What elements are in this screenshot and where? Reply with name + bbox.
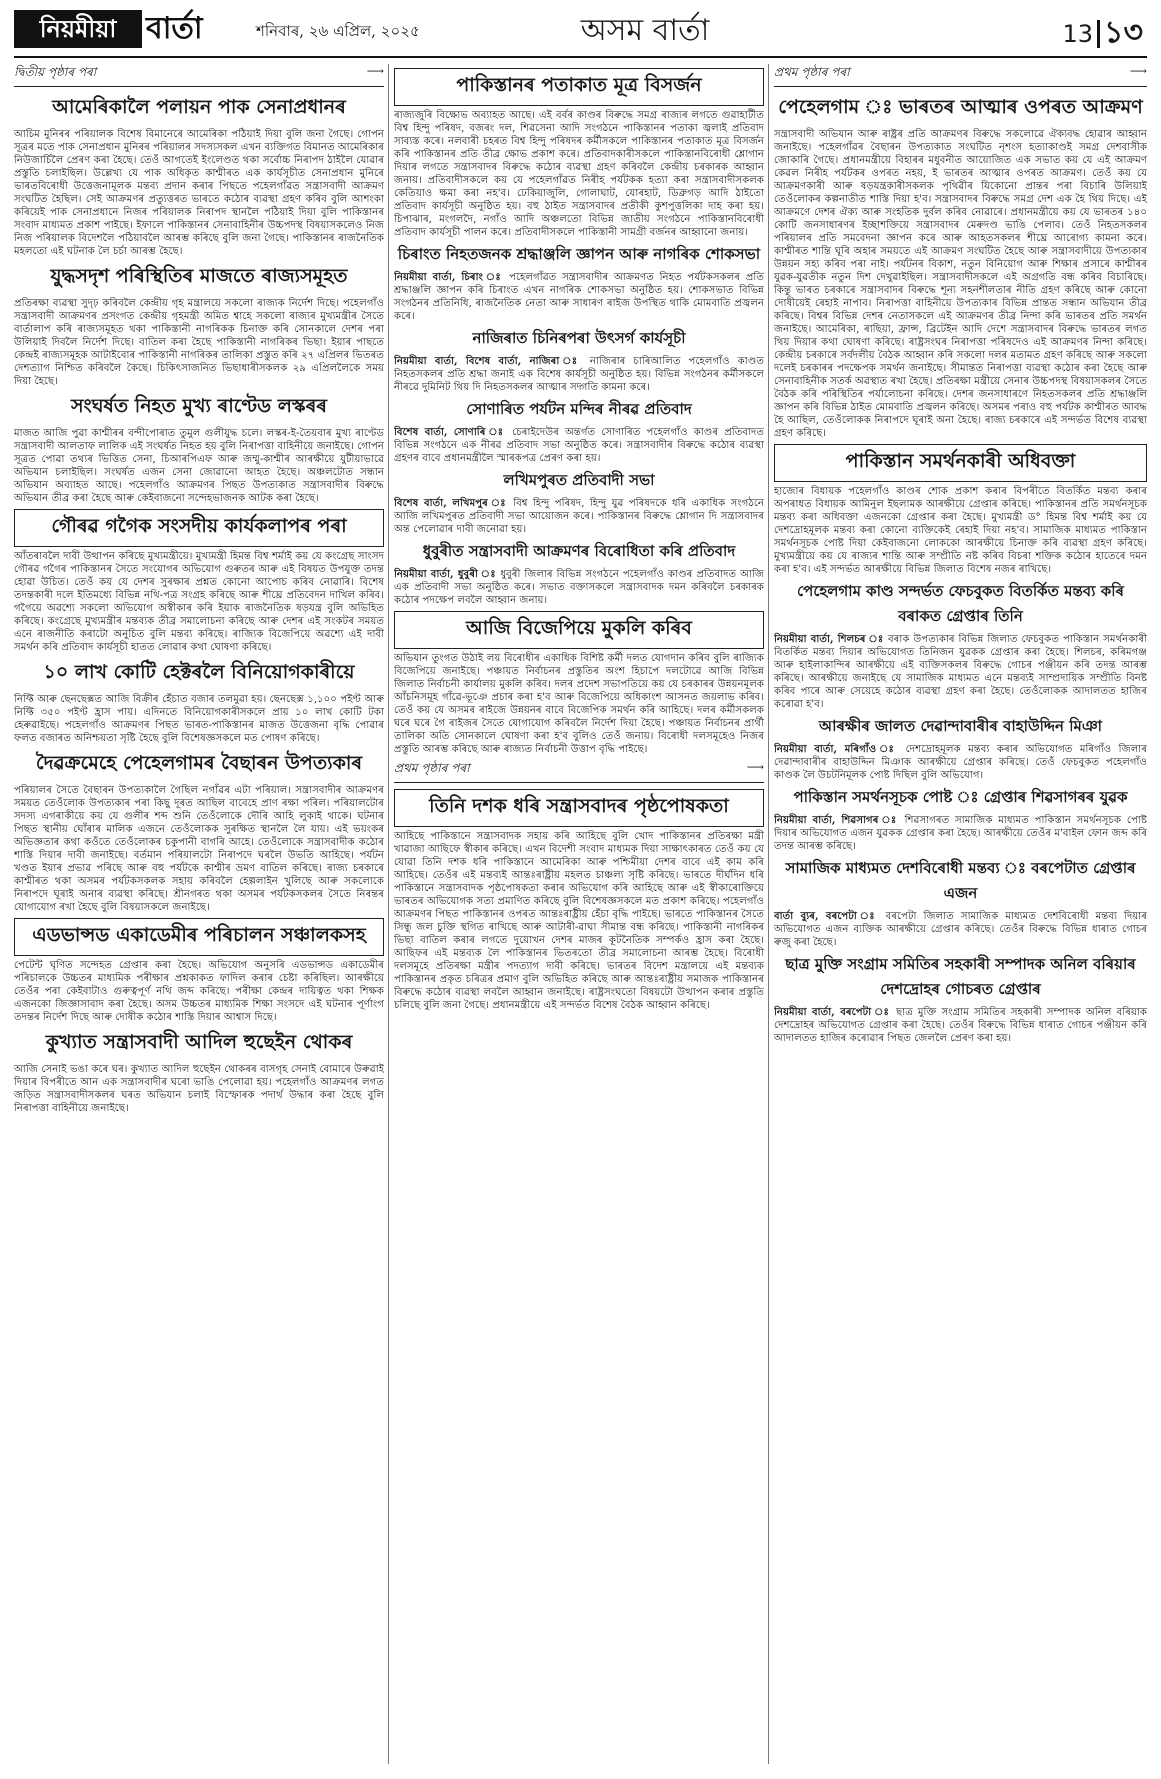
headline: ১০ লাখ কোটি হেক্টৰলৈ বিনিয়োগকাৰীয়ে xyxy=(43,661,355,683)
headline: তিনি দশক ধৰি সন্ত্ৰাসবাদৰ পৃষ্ঠপোষকতা xyxy=(394,789,764,827)
headline: পেহেলগাম ঃ ভাৰতৰ আত্মাৰ ওপৰত আক্ৰমণ xyxy=(778,96,1143,118)
article-text: ধুবুৰী জিলাৰ বিভিন্ন সংগঠনে পহেলগাঁও কাণ্ডৰ প্ৰতিবাদত আজি এক প্ৰতিবাদী সভা অনুষ্ঠিত কৰে। সভাত বক্তাসকলে সন্ত্ৰাসবাদক দমন কৰিবলৈ চৰকাৰক কঠোৰ পদক্ষেপ লবলৈ আহ্বান জনায়। xyxy=(394,569,764,606)
page-number xyxy=(1062,8,1143,59)
article-body: আঁতৰাবলৈ দাবী উত্থাপন কৰিছে মুখ্যমন্ত্ৰীয়ে। মুখ্যমন্ত্ৰী হিমন্ত বিশ্ব শৰ্মাই কয় যে কংগ্ৰেছ সাংসদ গৌৰৱ গগৈৰ পাকিস্তানৰ সৈতে সংযোগৰ অভিযোগ গুৰুতৰ আৰু এই বিষয়ত উপযুক্ত তদন্ত হোৱা উচিত। তেওঁ কয় যে দেশৰ সুৰক্ষাৰ প্ৰশ্নত কোনো আপোচ কৰিব নোৱাৰি। বিশেষ তদন্তকাৰী দলে ইতিমধ্যে বিভিন্ন নথি-পত্ৰ সংগ্ৰহ কৰিছে আৰু শীঘ্ৰে প্ৰতিবেদন দাখিল কৰিব। গগৈয়ে অৱশ্যে সকলো অভিযোগ অস্বীকাৰ কৰি ইয়াক ৰাজনৈতিক ষড়যন্ত্ৰ বুলি অভিহিত কৰিছে। কংগ্ৰেছে মুখ্যমন্ত্ৰীৰ মন্তব্যক তীব্ৰ সমালোচনা কৰিছে আৰু দেশৰ এই সংকটৰ সময়ত এনে ৰাজনীতি কৰাটো অনুচিত বুলি মন্তব্য কৰিছে। ৰাজ্যিক বিজেপিয়ে অৱশ্যে এই দাবী সমৰ্থন কৰি প্ৰতিবাদ কাৰ্যসূচী হাতত লোৱাৰ কথা ঘোষণা কৰিছে। xyxy=(14,551,384,653)
article-text: পহেলগাঁৱত সন্ত্ৰাসবাদীৰ আক্ৰমণত নিহত পৰ্যটকসকলৰ প্ৰতি শ্ৰদ্ধাঞ্জলি জ্ঞাপন কৰি চিৰাংত এখন নাগৰিক শোকসভা অনুষ্ঠিত হয়। শোকসভাত বিভিন্ন সংগঠনৰ প্ৰতিনিধি, ৰাজনৈতিক নেতা আৰু সাধাৰণ ৰাইজ উপস্থিত থাকি মোমবাতি প্ৰজ্বলন কৰে। xyxy=(394,272,764,322)
dateline: নিয়মীয়া বাৰ্তা, ধুবুৰী ঃ xyxy=(394,568,497,580)
column-1 xyxy=(14,64,384,1764)
article-body xyxy=(394,497,764,536)
article-text: নাজিৰাৰ চাৰিআলিত পহেলগাঁও কাণ্ডত নিহতসকলৰ প্ৰতি শ্ৰদ্ধা জনাই এক বিশেষ কাৰ্যসূচী অনুষ্ঠিত হয়। বিভিন্ন সংগঠনৰ কৰ্মীসকলে নীৰৱে দুমিনিট থিয় দি নিহতসকলৰ আত্মাৰ সদ্গতি কামনা কৰে। xyxy=(394,356,764,393)
page-number-assamese: ১৩ xyxy=(1104,15,1143,50)
logo-part2: বাৰ্তা xyxy=(146,11,203,46)
article-body xyxy=(774,1006,1147,1045)
headline: এডভান্সড একাডেমীৰ পৰিচালন সঞ্চালকসহ xyxy=(14,918,384,956)
headline: কুখ্যাত সন্ত্ৰাসবাদী আদিল হুছেইন থোকৰ xyxy=(45,1031,353,1053)
dateline: নিয়মীয়া বাৰ্তা, চিৰাং ঃ xyxy=(394,271,504,283)
subheadline: ধুবুৰীত সন্ত্ৰাসবাদী আক্ৰমণৰ বিৰোধিতা কৰি প্ৰতিবাদ xyxy=(422,542,736,560)
subheadline: পাকিস্তান সমৰ্থনসূচক পোষ্ট ঃ গ্ৰেপ্তাৰ শিৱসাগৰৰ যুৱক xyxy=(793,788,1128,806)
newspaper-logo[interactable] xyxy=(14,10,246,48)
arrow-icon: ⟶ xyxy=(1129,64,1147,78)
section-title: অসম বাৰ্তা xyxy=(580,13,710,48)
continuation-text: দ্বিতীয় পৃষ্ঠাৰ পৰা xyxy=(14,65,97,79)
continuation-text: প্ৰথম পৃষ্ঠাৰ পৰা xyxy=(394,761,470,775)
headline: আজি বিজেপিয়ে মুকলি কৰিব xyxy=(394,611,764,649)
logo-part1: নিয়মীয়া xyxy=(14,10,142,48)
article-body xyxy=(774,633,1147,711)
dateline: বিশেষ বাৰ্তা, লখিমপুৰ ঃ xyxy=(394,497,508,509)
subheadline: নাজিৰাত চিনিৰপৰা উৎসৰ্গ কাৰ্যসূচী xyxy=(472,329,686,347)
subheadline: আৰক্ষীৰ জালত দেৱান্দাবাৰীৰ বাহাউদ্দিন মিঞা xyxy=(818,717,1103,735)
subheadline: চিৰাংত নিহতজনক শ্ৰদ্ধাঞ্জলি জ্ঞাপন আৰু নাগৰিক শোকসভা xyxy=(397,245,761,263)
masthead xyxy=(0,0,1161,52)
article-body: আজি সেনাই ভঙা কৰে ঘৰ। কুখ্যাত আদিল হুছেইন থোকৰৰ বাসগৃহ সেনাই বোমাৰে উৰুৱাই দিয়াৰ বিপৰীতে আন এক সন্ত্ৰাসবাদীৰ ঘৰো ভাঙি পেলোৱা হয়। পহেলগাঁও আক্ৰমণৰ লগত জড়িত সন্ত্ৰাসবাদীসকলৰ ঘৰত অভিযান চলাই বিস্ফোৰক পদাৰ্থ উদ্ধাৰ কৰা হৈছে বুলি নিৰাপত্তা বাহিনীয়ে জনাইছে। xyxy=(14,1064,384,1114)
article-body: ৰাজ্যজুৰি বিক্ষোভ অব্যাহত আছে। এই বৰ্বৰ কাণ্ডৰ বিৰুদ্ধে সমগ্ৰ ৰাজ্যৰ লগতে গুৱাহাটীত বিশ্ব হিন্দু পৰিষদ, বজৰং দল, শিৱসেনা আদি সংগঠনে পাকিস্তানৰ পতাকা জ্বলাই প্ৰতিবাদ সাব্যস্ত কৰে। নলবাৰী চহৰত বিশ্ব হিন্দু পৰিষদৰ কৰ্মীসকলে পাকিস্তানৰ পতাকাত মূত্ৰ বিসৰ্জন কৰি পাকিস্তানৰ প্ৰতি তীব্ৰ ক্ষোভ প্ৰকাশ কৰে। প্ৰতিবাদকাৰীসকলে পাকিস্তানবিৰোধী শ্লোগান দিয়াৰ লগতে সন্ত্ৰাসবাদৰ বিৰুদ্ধে কঠোৰ ব্যৱস্থা গ্ৰহণ কৰিবলৈ কেন্দ্ৰীয় চৰকাৰক আহ্বান জনায়। প্ৰতিবাদীসকলে কয় যে পহেলগাঁৱত নিৰীহ পৰ্যটকক হত্যা কৰা সন্ত্ৰাসবাদীসকলক কেতিয়াও ক্ষমা কৰা নহ'ব। ঢেকিয়াজুলি, গোলাঘাট, যোৰহাট, ডিব্ৰুগড় আদি ঠাইতো প্ৰতিবাদ কাৰ্যসূচী অনুষ্ঠিত হয়। বহু ঠাইত সন্ত্ৰাসবাদৰ প্ৰতীকী কুশপুত্তলিকা দাহ কৰা হয়। চিপাঝাৰ, মংগলদৈ, নগাঁও আদি অঞ্চলতো বিভিন্ন জাতীয় সংগঠনে পাকিস্তানবিৰোধী প্ৰতিবাদ কাৰ্যসূচী পালন কৰে। প্ৰতিবাদীসকলে পাকিস্তানী সামগ্ৰী বৰ্জনৰ আহ্বানো জনায়। xyxy=(394,110,764,238)
page-number-latin: 13 xyxy=(1062,20,1094,48)
article-body: পৰিয়ালৰ সৈতে বৈছাৰন উপত্যকালৈ গৈছিল নগাঁৱৰ এটা পৰিয়াল। সন্ত্ৰাসবাদীৰ আক্ৰমণৰ সময়ত তেওঁলোক উপত্যকাৰ পৰা কিছু দূৰত আছিল বাবেহে প্ৰাণ ৰক্ষা পৰিল। পৰিয়ালটোৰ সদস্য এগৰাকীয়ে কয় যে গুলীৰ শব্দ শুনি তেওঁলোকে দৌৰি আহি লুকাই থাকে। ঘটনাৰ পিছত স্থানীয় ঘোঁৰাৰ মালিক এজনে তেওঁলোকক সুৰক্ষিত স্থানলৈ লৈ যায়। এই ভয়ংকৰ অভিজ্ঞতাৰ কথা কওঁতে তেওঁলোকৰ চকুপানী বাগৰি আহে। তেওঁলোকে সন্ত্ৰাসবাদীক কঠোৰ শাস্তি দিয়াৰ দাবী জনাইছে। বৰ্তমান পৰিয়ালটো নিৰাপদে ঘৰলৈ উভতি আহিছে। পৰ্যটন খণ্ডত ইয়াৰ প্ৰভাৱ পৰিছে আৰু বহু পৰ্যটকে কাশ্মীৰ ভ্ৰমণ বাতিল কৰিছে। ৰাজ্য চৰকাৰে কাশ্মীৰত থকা অসমৰ পৰ্যটকসকলক সহায় কৰিবলৈ হেল্পলাইন খুলিছে আৰু সকলোকে নিৰাপদে ঘূৰাই অনাৰ ব্যৱস্থা কৰিছে। শ্ৰীনগৰত থকা অসমৰ পৰ্যটকসকলৰ সৈতে নিৰন্তৰ যোগাযোগ ৰখা হৈছে বুলি বিষয়াসকলে জনাইছে। xyxy=(14,785,384,913)
headline: যুদ্ধসদৃশ পৰিস্থিতিৰ মাজতে ৰাজ্যসমূহত xyxy=(50,265,348,287)
column-divider xyxy=(768,64,769,1764)
column-divider xyxy=(388,64,389,1764)
dateline: নিয়মীয়া বাৰ্তা, মৰিগাঁও ঃ xyxy=(774,743,899,755)
issue-date: শনিবাৰ, ২৬ এপ্ৰিল, ২০২৫ xyxy=(256,22,420,40)
arrow-icon: ⟶ xyxy=(746,760,764,774)
subheadline: ছাত্ৰ মুক্তি সংগ্ৰাম সমিতিৰ সহকাৰী সম্পাদক অনিল বৰিয়াৰ দেশদ্ৰোহৰ গোচৰত গ্ৰেপ্তাৰ xyxy=(785,955,1136,998)
continuation-label xyxy=(774,64,1147,87)
article-body xyxy=(394,426,764,465)
continuation-label xyxy=(14,64,384,87)
article-body xyxy=(394,271,764,323)
article-body: অভিযান তুংগত উঠাই লয় বিৰোধীৰ একাধিক বিশিষ্ট কৰ্মী দলত যোগদান কৰিব বুলি ৰাজ্যিক বিজেপিয়ে জনাইছে। পঞ্চায়ত নিৰ্বাচনৰ প্ৰস্তুতিৰ অংশ হিচাপে দলটোৱে আজি বিভিন্ন জিলাত নিৰ্বাচনী কাৰ্যালয় মুকলি কৰিব। দলৰ প্ৰদেশ সভাপতিয়ে কয় যে চৰকাৰৰ উন্নয়নমূলক আঁচনিসমূহ গাঁৱে-ভূঞে প্ৰচাৰ কৰা হ'ব আৰু বিজেপিয়ে অধিকাংশ আসনত জয়লাভ কৰিব। তেওঁ কয় যে অসমৰ ৰাইজে উন্নয়নৰ বাবে বিজেপিক সমৰ্থন কৰি আহিছে। দলৰ কৰ্মীসকলক ঘৰে ঘৰে গৈ ৰাইজৰ সৈতে যোগাযোগ কৰিবলৈ নিৰ্দেশ দিয়া হৈছে। পঞ্চায়ত নিৰ্বাচনৰ প্ৰাৰ্থী তালিকা অতি সোনকালে ঘোষণা কৰা হ'ব বুলিও তেওঁ জনায়। বিৰোধী দলসমূহেও নিজৰ প্ৰস্তুতি আৰম্ভ কৰিছে আৰু ৰাজ্যত নিৰ্বাচনী উত্তাপ বৃদ্ধি পাইছে। xyxy=(394,653,764,755)
dateline: নিয়মীয়া বাৰ্তা, বৰপেটা ঃ xyxy=(774,1006,891,1018)
article-text: চেৰাইদেউৰ অন্তৰ্গত সোণাৰিত পহেলগাঁও কাণ্ডৰ প্ৰতিবাদত বিভিন্ন সংগঠনে এক নীৰৱ প্ৰতিবাদ সভা অনুষ্ঠিত কৰে। সন্ত্ৰাসবাদীৰ বিৰুদ্ধে কঠোৰ ব্যৱস্থা গ্ৰহণৰ বাবে প্ৰধানমন্ত্ৰীলৈ স্মাৰকপত্ৰ প্ৰেৰণ কৰা হয়। xyxy=(394,427,764,464)
subheadline: সোণাৰিত পৰ্যটন মন্দিৰ নীৰৱ প্ৰতিবাদ xyxy=(466,400,692,418)
article-body xyxy=(394,568,764,607)
article-body: নিফ্টি আৰু ছেনছেক্সত আজি বিক্ৰীৰ হেঁচাত বজাৰ তলমুৱা হয়। ছেনছেক্স ১,১০০ পইণ্ট আৰু নিফ্টি ৩৫০ পইণ্ট হ্ৰাস পায়। এদিনতে বিনিয়োগকাৰীসকলে প্ৰায় ১০ লাখ কোটি টকা হেৰুৱাইছে। পহেলগাঁও আক্ৰমণৰ পিছত ভাৰত-পাকিস্তানৰ মাজত উত্তেজনা বৃদ্ধি পোৱাৰ ফলত বজাৰত অনিশ্চয়তা সৃষ্টি হৈছে বুলি বিশেষজ্ঞসকলে মত পোষণ কৰিছে। xyxy=(14,694,384,744)
article-body xyxy=(774,910,1147,949)
article-body: পেটেন্ট ঘৃণিত সন্দেহত গ্ৰেপ্তাৰ কৰা হৈছে। অভিযোগ অনুসৰি এডভান্সড একাডেমীৰ পৰিচালকে উচ্চতৰ মাধ্যমিক পৰীক্ষাৰ প্ৰশ্নকাকত ফাদিল কৰাৰ চেষ্টা কৰিছিল। আৰক্ষীয়ে তেওঁৰ পৰা কেইবাটাও গুৰুত্বপূৰ্ণ নথি জব্দ কৰিছে। পৰীক্ষা কেন্দ্ৰৰ দায়িত্বত থকা শিক্ষক এজনকো জিজ্ঞাসাবাদ কৰা হৈছে। অসম উচ্চতৰ মাধ্যমিক শিক্ষা সংসদে এই ঘটনাৰ পূৰ্ণাংগ তদন্তৰ নিৰ্দেশ দিছে আৰু দোষীক কঠোৰ শাস্তি দিয়াৰ আশ্বাস দিছে। xyxy=(14,960,384,1023)
dateline: নিয়মীয়া বাৰ্তা, শিলচৰ ঃ xyxy=(774,633,885,645)
article-text: বিশ্ব হিন্দু পৰিষদ, হিন্দু যুৱ পৰিষদকে ধৰি একাধিক সংগঠনে আজি লখিমপুৰত প্ৰতিবাদী সভা আয়োজন কৰে। পাকিস্তানৰ বিৰুদ্ধে শ্লোগান দি সন্ত্ৰাসবাদৰ অন্ত পেলোৱাৰ দাবী জনোৱা হয়। xyxy=(394,498,764,535)
arrow-icon: ⟶ xyxy=(366,64,384,78)
article-body: সন্ত্ৰাসবাদী অভিযান আৰু ৰাষ্ট্ৰৰ প্ৰতি আক্ৰমণৰ বিৰুদ্ধে সকলোৱে ঐক্যবদ্ধ হোৱাৰ আহ্বান জনাইছে। পহেলগাঁৱৰ বৈছাৰন উপত্যকাত সংঘটিত নৃশংস হত্যাকাণ্ডই সমগ্ৰ দেশবাসীক জোকাৰি গৈছে। প্ৰধানমন্ত্ৰীয়ে বিহাৰৰ মধুবনীত আয়োজিত এক সভাত কয় যে এই আক্ৰমণ কেৱল নিৰীহ পৰ্যটকৰ ওপৰত নহয়, ই ভাৰতৰ আত্মাৰ ওপৰত আক্ৰমণ। তেওঁ কয় যে আক্ৰমণকাৰী আৰু ষড়যন্ত্ৰকাৰীসকলক পৃথিৱীৰ যিকোনো প্ৰান্তৰ পৰা বিচাৰি উলিয়াই তেওঁলোকৰ কল্পনাতীত শাস্তি দিয়া হ'ব। সন্ত্ৰাসবাদৰ বিৰুদ্ধে সমগ্ৰ দেশ এক হৈ থিয় দিছে। এই আক্ৰমণে দেশৰ ঐক্য আৰু সংহতিক দুৰ্বল কৰিব নোৱাৰে। প্ৰধানমন্ত্ৰীয়ে কয় যে ভাৰতৰ ১৪০ কোটি জনসাধাৰণৰ ইচ্ছাশক্তিয়ে সন্ত্ৰাসবাদৰ মেৰুদণ্ড ভাঙি পেলাব। তেওঁ নিহতসকলৰ পৰিয়ালৰ প্ৰতি সমবেদনা জ্ঞাপন কৰে আৰু আহতসকলৰ শীঘ্ৰে আৰোগ্য কামনা কৰে। কাশ্মীৰত শান্তি ঘূৰি অহাৰ সময়তে এই আক্ৰমণ সংঘটিত হৈছে আৰু সন্ত্ৰাসবাদীয়ে উপত্যকাৰ উন্নয়ন সহ্য কৰিব পৰা নাই। পৰ্যটনৰ বিকাশ, নতুন বিনিয়োগ আৰু শিক্ষাৰ প্ৰসাৰে কাশ্মীৰৰ যুৱক-যুৱতীক নতুন দিশ দেখুৱাইছিল। সন্ত্ৰাসবাদীসকলে এই অগ্ৰগতি বন্ধ কৰিব বিচাৰিছে। কিন্তু ভাৰত চৰকাৰে সন্ত্ৰাসবাদৰ বিৰুদ্ধে শূন্য সহনশীলতাৰ নীতি গ্ৰহণ কৰিছে আৰু কোনো দোষীয়েই ৰেহাই নাপাব। নিৰাপত্তা বাহিনীয়ে উপত্যকাৰ বিভিন্ন প্ৰান্তত সন্ধান অভিযান তীব্ৰ কৰিছে। বিশ্বৰ বিভিন্ন দেশৰ নেতাসকলে এই আক্ৰমণৰ তীব্ৰ নিন্দা কৰি ভাৰতৰ প্ৰতি সমৰ্থন জনাইছে। আমেৰিকা, ৰাছিয়া, ফ্ৰান্স, ব্ৰিটেইন আদি দেশে সন্ত্ৰাসবাদৰ বিৰুদ্ধে ভাৰতৰ লগত থিয় দিয়াৰ কথা ঘোষণা কৰিছে। ৰাষ্ট্ৰসংঘৰ নিৰাপত্তা পৰিষদেও এই আক্ৰমণৰ নিন্দা কৰিছে। কেন্দ্ৰীয় চৰকাৰে সৰ্বদলীয় বৈঠক আহ্বান কৰি সকলো দলৰ মতামত গ্ৰহণ কৰিছে আৰু সকলো দলেই চৰকাৰৰ পদক্ষেপক সমৰ্থন জনাইছে। সীমান্তত নিৰাপত্তা ব্যৱস্থা কঠোৰ কৰা হৈছে আৰু সেনাবাহিনীক সতৰ্ক অৱস্থাত ৰখা হৈছে। প্ৰতিৰক্ষা মন্ত্ৰীয়ে সেনাৰ উচ্চপদস্থ বিষয়াসকলৰ সৈতে বৈঠক কৰি পৰিস্থিতিৰ পৰ্যালোচনা কৰিছে। দেশৰ জনসাধাৰণে নিহতসকলৰ প্ৰতি শ্ৰদ্ধাঞ্জলি জ্ঞাপন কৰি বিভিন্ন ঠাইত মোমবাতি প্ৰজ্বলন কৰিছে। অসমৰ পৰাও বহু পৰ্যটক কাশ্মীৰত আবদ্ধ হৈ আছিল, তেওঁলোকক নিৰাপদে ঘূৰাই অনা হৈছে। ৰাজ্য চৰকাৰে এই সন্দৰ্ভত বিশেষ ব্যৱস্থা গ্ৰহণ কৰিছে। xyxy=(774,129,1147,439)
continuation-text: প্ৰথম পৃষ্ঠাৰ পৰা xyxy=(774,65,850,79)
column-2 xyxy=(394,64,764,1764)
headline: পাকিস্তান সমৰ্থনকাৰী অধিবক্তা xyxy=(774,444,1147,482)
headline: আমেৰিকালৈ পলায়ন পাক সেনাপ্ৰধানৰ xyxy=(52,96,346,118)
headline: দৈৱক্ৰমেহে পেহেলগামৰ বৈছাৰন উপত্যকাৰ xyxy=(35,752,363,774)
dateline: বাৰ্তা ব্যুৰ, বৰপেটা ঃ xyxy=(774,910,879,922)
subheadline: সামাজিক মাধ্যমত দেশবিৰোধী মন্তব্য ঃ বৰপেটাত গ্ৰেপ্তাৰ এজন xyxy=(785,859,1136,902)
column-3 xyxy=(774,64,1147,1764)
article-body: আহিছে পাকিস্তানে সন্ত্ৰাসবাদক সহায় কৰি আহিছে বুলি খোদ পাকিস্তানৰ প্ৰতিৰক্ষা মন্ত্ৰী খাৱাজা আছিফে স্বীকাৰ কৰিছে। এখন বিদেশী সংবাদ মাধ্যমক দিয়া সাক্ষাৎকাৰত তেওঁ কয় যে যোৱা তিনি দশক ধৰি পাকিস্তানে আমেৰিকা আৰু পশ্চিমীয়া দেশৰ বাবে এই কাম কৰি আহিছে। তেওঁৰ এই মন্তব্যই আন্তঃৰাষ্ট্ৰীয় মহলত চাঞ্চল্য সৃষ্টি কৰিছে। ভাৰতে দীৰ্ঘদিন ধৰি পাকিস্তানে সন্ত্ৰাসবাদক পৃষ্ঠপোষকতা কৰাৰ অভিযোগ কৰি আহিছে আৰু এই স্বীকাৰোক্তিয়ে ভাৰতৰ অভিযোগক সত্য প্ৰমাণিত কৰিছে বুলি বিশেষজ্ঞসকলে মত প্ৰকাশ কৰিছে। পহেলগাঁও আক্ৰমণৰ পিছত পাকিস্তানৰ ওপৰত আন্তঃৰাষ্ট্ৰীয় হেঁচা বৃদ্ধি পাইছে। ভাৰতে পাকিস্তানৰ সৈতে সিন্ধু জল চুক্তি স্থগিত ৰাখিছে আৰু আটাৰী-ৱাঘা সীমান্ত বন্ধ কৰিছে। পাকিস্তানী নাগৰিকৰ ভিছা বাতিল কৰাৰ লগতে দুয়োখন দেশৰ মাজৰ কূটনৈতিক সম্পৰ্কও হ্ৰাস কৰা হৈছে। আছিফৰ এই মন্তব্যক লৈ পাকিস্তানৰ ভিতৰতো তীব্ৰ সমালোচনা আৰম্ভ হৈছে। বিৰোধী দলসমূহে প্ৰতিৰক্ষা মন্ত্ৰীৰ পদত্যাগ দাবী কৰিছে। ভাৰতৰ বিদেশ মন্ত্ৰালয়ে এই মন্তব্যক পাকিস্তানৰ প্ৰকৃত চৰিত্ৰৰ প্ৰমাণ বুলি অভিহিত কৰিছে আৰু আন্তঃৰাষ্ট্ৰীয় সমাজক পাকিস্তানৰ বিৰুদ্ধে কঠোৰ ব্যৱস্থা লবলৈ আহ্বান জনাইছে। ৰাষ্ট্ৰসংঘতো বিষয়টো উত্থাপন কৰাৰ প্ৰস্তুতি চলিছে বুলি জনা গৈছে। প্ৰধানমন্ত্ৰীয়ে এই সন্দৰ্ভত বিশেষ বৈঠক আহ্বান কৰিছে। xyxy=(394,831,764,1011)
article-text: দেশদ্ৰোহমূলক মন্তব্য কৰাৰ অভিযোগত মৰিগাঁও জিলাৰ দেৱান্দাবাৰীৰ বাহাউদ্দিন মিঞাক আৰক্ষীয়ে গ্ৰেপ্তাৰ কৰিছে। তেওঁ ফেচবুকত পহেলগাঁও কাণ্ডক লৈ উচটনিমূলক পোষ্ট দিছিল বুলি অভিযোগ। xyxy=(774,744,1147,781)
article-body xyxy=(774,814,1147,853)
subheadline: পেহেলগাম কাণ্ড সন্দৰ্ভত ফেচবুকত বিতৰ্কিত মন্তব্য কৰি বৰাকত গ্ৰেপ্তাৰ তিনি xyxy=(797,582,1124,625)
header-rule xyxy=(14,56,1147,58)
page-number-divider xyxy=(1097,20,1100,48)
article-body: প্ৰতিৰক্ষা ব্যৱস্থা সুদৃঢ় কৰিবলৈ কেন্দ্ৰীয় গৃহ মন্ত্ৰালয়ে সকলো ৰাজ্যক নিৰ্দেশ দিছে। পহেলগাঁও সন্ত্ৰাসবাদী আক্ৰমণৰ প্ৰসংগত কেন্দ্ৰীয় গৃহমন্ত্ৰী অমিত শ্বাহে সকলো ৰাজ্যৰ মুখ্যমন্ত্ৰীৰ সৈতে বাৰ্তালাপ কৰি ৰাজ্যসমূহত থকা পাকিস্তানী নাগৰিকক চিনাক্ত কৰি সোনকালে দেশৰ পৰা উলিয়াই দিবলৈ নিৰ্দেশ দিছে। বাতিল কৰা হৈছে পাকিস্তানী নাগৰিকৰ ভিছা। ইয়াৰ পাছতে কেন্দ্ৰই ৰাজ্যসমূহক আটাইবোৰ পাকিস্তানী নাগৰিকৰ তালিকা প্ৰস্তুত কৰি ২৭ এপ্ৰিলৰ ভিতৰত দেশত্যাগ নিশ্চিত কৰিবলৈ কৈছে। চিকিৎসাজনিত ভিছাধাৰীসকলক ২৯ এপ্ৰিললৈকে সময় দিয়া হৈছে। xyxy=(14,298,384,387)
headline: সংঘৰ্ষত নিহত মুখ্য ৰাণ্টেড লস্কৰৰ xyxy=(70,395,328,417)
article-body: হাজোৰ বিধায়ক পহেলগাঁও কাণ্ডৰ শোক প্ৰকাশ কৰাৰ বিপৰীতে বিতৰ্কিত মন্তব্য কৰাৰ অপৰাধত বিধায়ক আমিনুল ইছলামক আৰক্ষীয়ে গ্ৰেপ্তাৰ কৰিছে। পাকিস্তানৰ প্ৰতি সমৰ্থনসূচক মন্তব্য কৰা অধিবক্তা এজনকো গ্ৰেপ্তাৰ কৰা হৈছে। মুখ্যমন্ত্ৰী ড° হিমন্ত বিশ্ব শৰ্মাই কয় যে দেশদ্ৰোহমূলক মন্তব্য কৰা কোনো ব্যক্তিকেই ৰেহাই দিয়া নহ'ব। সামাজিক মাধ্যমত পাকিস্তান সমৰ্থনসূচক পোষ্ট দিয়া কেইবাজনো লোককো আৰক্ষীয়ে চিনাক্ত কৰি ব্যৱস্থা গ্ৰহণ কৰিছে। মুখ্যমন্ত্ৰীয়ে কয় যে ৰাজ্যৰ শান্তি আৰু সম্প্ৰীতি নষ্ট কৰিব বিচৰা শক্তিক কঠোৰ হাতেৰে দমন কৰা হ'ব। এই সন্দৰ্ভত আৰক্ষীয়ে বিভিন্ন জিলাত বিশেষ নজৰ ৰাখিছে। xyxy=(774,486,1147,575)
article-text: ছাত্ৰ মুক্তি সংগ্ৰাম সমিতিৰ সহকাৰী সম্পাদক অনিল বৰিয়াক দেশদ্ৰোহৰ অভিযোগত গ্ৰেপ্তাৰ কৰা হৈছে। তেওঁৰ বিৰুদ্ধে বিভিন্ন ধাৰাত গোচৰ পঞ্জীয়ন কৰি আদালতত হাজিৰ কৰোৱাৰ পিছত জেললৈ প্ৰেৰণ কৰা হয়। xyxy=(774,1007,1147,1044)
article-text: বৰপেটা জিলাত সামাজিক মাধ্যমত দেশবিৰোধী মন্তব্য দিয়াৰ অভিযোগত এজন ব্যক্তিক আৰক্ষীয়ে গ্ৰেপ্তাৰ কৰিছে। তেওঁৰ বিৰুদ্ধে বিভিন্ন ধাৰাত গোচৰ ৰুজু কৰা হৈছে। xyxy=(774,911,1147,948)
article-body: আচিম মুনিৰৰ পৰিয়ালক বিশেষ বিমানেৰে আমেৰিকা পঠিয়াই দিয়া বুলি জনা গৈছে। গোপন সূত্ৰৰ মতে পাক সেনাপ্ৰধান মুনিৰৰ পৰিয়ালৰ সদস্যসকল এখন ব্যক্তিগত বিমানত আমেৰিকাৰ নিউজাৰ্চিলৈ প্ৰেৰণ কৰা হৈছে। তেওঁ আগতেই ইংলেণ্ডত থকা সৰ্বোচ্চ নিৰাপদ ঠাইলৈ যোৱাৰ প্ৰস্তুতি চলাইছিল। উল্লেখ্য যে পাক অধিকৃত কাশ্মীৰত এক কাৰ্যসূচীত সেনাপ্ৰধান মুনিৰে ভাৰতবিৰোধী উত্তেজনামূলক মন্তব্য প্ৰদান কৰাৰ পিছতে পহেলগাঁৱত সন্ত্ৰাসবাদী আক্ৰমণ সংঘটিত হৈছিল। সেই আক্ৰমণৰ প্ৰত্যুত্তৰত ভাৰতে কঠোৰ ব্যৱস্থা গ্ৰহণ কৰিব বুলি আশংকা কৰিয়েই পাক সেনাপ্ৰধানে নিজৰ পৰিয়ালক নিৰাপদ স্থানলৈ পঠিয়াই দিয়া বুলি পাকিস্তানৰ সংবাদ মাধ্যমত প্ৰকাশ পাইছে। ইফালে পাকিস্তানৰ সেনাবাহিনীৰ উচ্চপদস্থ বিষয়াসকলেও নিজ নিজ পৰিয়ালক বিদেশলৈ পঠিয়াবলৈ আৰম্ভ কৰিছে বুলি জনা গৈছে। পাকিস্তানৰ ৰাজনৈতিক মহলতো এই ঘটনাক লৈ চৰ্চা আৰম্ভ হৈছে। xyxy=(14,129,384,257)
article-text: শিৱসাগৰত সামাজিক মাধ্যমত পাকিস্তান সমৰ্থনসূচক পোষ্ট দিয়াৰ অভিযোগত এজন যুৱকক গ্ৰেপ্তাৰ কৰা হৈছে। আৰক্ষীয়ে তেওঁৰ ম'বাইল ফোন জব্দ কৰি তদন্ত আৰম্ভ কৰিছে। xyxy=(774,815,1147,852)
subheadline: লখিমপুৰত প্ৰতিবাদী সভা xyxy=(503,471,655,489)
dateline: নিয়মীয়া বাৰ্তা, বিশেষ বাৰ্তা, নাজিৰা ঃ xyxy=(394,355,582,367)
headline: গৌৰৱ গগৈক সংসদীয় কাৰ্যকলাপৰ পৰা xyxy=(14,509,384,547)
continuation-label xyxy=(394,760,764,783)
article-body xyxy=(774,743,1147,782)
article-body: মাজত আজি পুৱা কাশ্মীৰৰ বন্দীপোৰাত তুমুল গুলীযুদ্ধ চলে। লস্কৰ-ই-তৈয়বাৰ মুখ্য ৰাণ্টেড সন্ত্ৰাসবাদী আলতাফ লালিক এই সংঘৰ্ষত নিহত হয় বুলি নিৰাপত্তা বাহিনীয়ে জনাইছে। গোপন সূত্ৰত পোৱা তথ্যৰ ভিত্তিত সেনা, চিআৰপিএফ আৰু জম্মু-কাশ্মীৰ আৰক্ষীয়ে যুটীয়াভাৱে অভিযান চলাইছিল। সংঘৰ্ষত এজন সেনা জোৱানো আহত হৈছে। অঞ্চলটোত সন্ধান অভিযান অব্যাহত আছে। পহেলগাঁও আক্ৰমণৰ পিছত উপত্যকাত সন্ত্ৰাসবাদীৰ বিৰুদ্ধে অভিযান তীব্ৰ কৰা হৈছে আৰু কেইবাজনো সন্দেহভাজনক আটক কৰা হৈছে। xyxy=(14,428,384,504)
dateline: বিশেষ বাৰ্তা, সোণাৰি ঃ xyxy=(394,426,507,438)
article-body xyxy=(394,355,764,394)
article-text: বৰাক উপত্যকাৰ বিভিন্ন জিলাত ফেচবুকত পাকিস্তান সমৰ্থনকাৰী বিতৰ্কিত মন্তব্য দিয়াৰ অভিযোগত তিনিজন যুৱকক গ্ৰেপ্তাৰ কৰা হৈছে। শিলচৰ, কৰিমগঞ্জ আৰু হাইলাকান্দিৰ আৰক্ষীয়ে এই ব্যক্তিসকলৰ বিৰুদ্ধে গোচৰ পঞ্জীয়ন কৰি তদন্ত আৰম্ভ কৰিছে। আৰক্ষীয়ে জনাইছে যে সামাজিক মাধ্যমত এনে মন্তব্যই সাম্প্ৰদায়িক সম্প্ৰীতি বিনষ্ট কৰিব পাৰে আৰু সেয়েহে কঠোৰ ব্যৱস্থা গ্ৰহণ কৰা হৈছে। তেওঁলোকক আদালতত হাজিৰ কৰোৱা হ'ব। xyxy=(774,634,1147,710)
headline: পাকিস্তানৰ পতাকাত মূত্ৰ বিসৰ্জন xyxy=(394,68,764,106)
dateline: নিয়মীয়া বাৰ্তা, শিৱসাগৰ ঃ xyxy=(774,814,899,826)
